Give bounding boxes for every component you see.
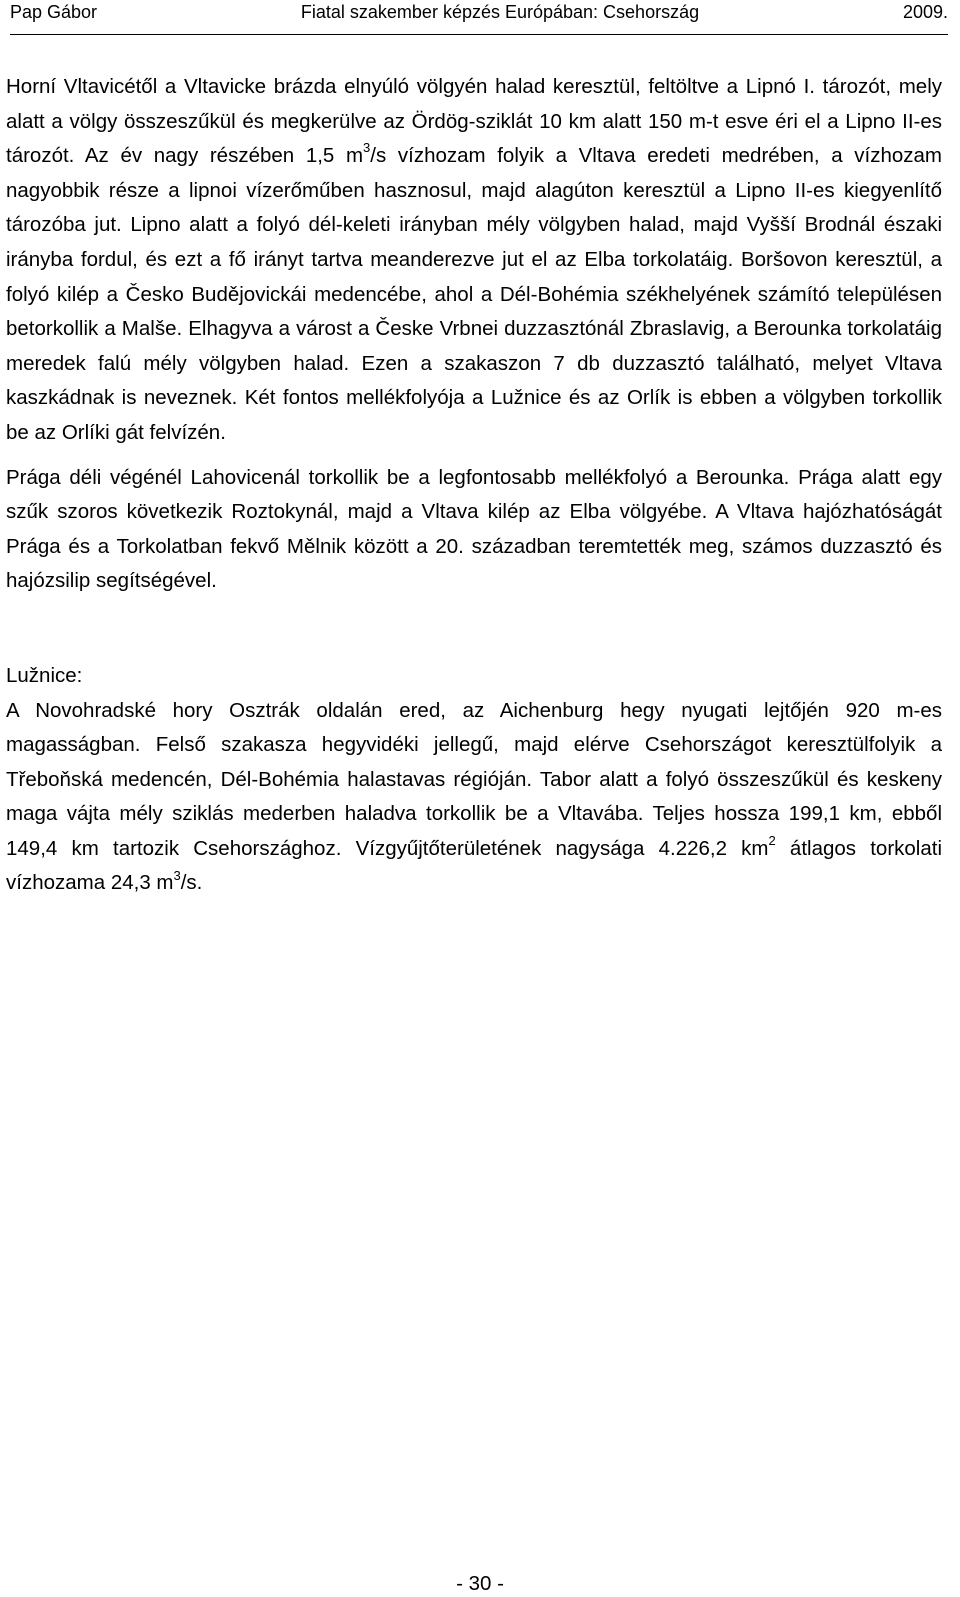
header-title: Fiatal szakember képzés Európában: Csehország	[300, 2, 700, 22]
superscript-exponent: 3	[173, 867, 181, 883]
superscript-exponent: 2	[768, 833, 776, 849]
header-year: 2009.	[902, 2, 948, 22]
paragraph-text: Horní Vltavicétől a Vltavicke brázda elnyúló völgyén halad keresztül, feltöltve a Lipnó I. tározót, mely alatt a völgy összeszűkül és megkerülve az Ördög-sziklát 10 km alatt 150 m-t esve éri el a Lipno II-es tározót. Az év nagy részében 1,5 m	[6, 75, 942, 168]
paragraph-text: A Novohradské hory Osztrák oldalán ered, az Aichenburg hegy nyugati lejtőjén 920 m-es magasságban. Felső szakasza hegyvidéki jellegű, majd elérve Csehországot keresztülfolyik a Třeboňská medencén, Dél-Bohémia halastavas régióján. Tabor alatt a folyó összeszűkül és keskeny maga vájta mély sziklás mederben haladva torkollik be a Vltavába. Teljes hossza 199,1 km, ebből 149,4 km tartozik Csehországhoz. Vízgyűjtőterületének nagysága 4.226,2 km	[6, 698, 942, 860]
paragraph-luznice	[6, 694, 942, 902]
page-header	[10, 0, 948, 35]
paragraph-text: átlagos torkolati vízhozama 24,3 m	[6, 836, 943, 895]
header-author: Pap Gábor	[10, 2, 98, 22]
superscript-exponent: 3	[363, 140, 371, 156]
paragraph-text: /s vízhozam folyik a Vltava eredeti medrében, a vízhozam nagyobbik része a lipnoi vízerőműben hasznosul, majd alagúton keresztül a Lipno II-es kiegyenlítő tározóba jut. Lipno alatt a folyó dél-keleti irányban mély völgyben halad, majd Vyšší Brodnál északi irányba fordul, és ezt a fő irányt tartva meanderezve jut el az Elba torkolatáig. Boršovon keresztül, a folyó kilép a Česko Budějovickái medencébe, ahol a Dél-Bohémia székhelyének számító településen betorkollik a Malše. Elhagyva a várost a Česke Vrbnei duzzasztónál Zbraslavig, a Berounka torkolatáig meredek falú mély völgyben halad. Ezen a szakaszon 7 db duzzasztó található, melyet Vltava kaszkádnak is neveznek. Két fontos mellékfolyója a Lužnice és az Orlík is ebben a völgyben torkollik be az Orlíki gát felvízén.	[6, 144, 943, 444]
section-heading-luznice: Lužnice:	[6, 663, 83, 687]
paragraph-prague: Prága déli végénél Lahovicenál torkollik be a legfontosabb mellékfolyó a Berounka. Prága alatt egy szűk szoros következik Roztokynál, majd a Vltava kilép az Elba völgyébe. A Vltava hajózhatóságát Prága és a Torkolatban fekvő Mělnik között a 20. században teremtették meg, számos duzzasztó és hajózsilip segítségével.	[6, 465, 942, 593]
paragraph-vltava-course	[6, 70, 942, 451]
paragraph-text: /s.	[180, 871, 203, 895]
document-body	[6, 70, 942, 901]
page-number: - 30 -	[456, 1572, 504, 1595]
